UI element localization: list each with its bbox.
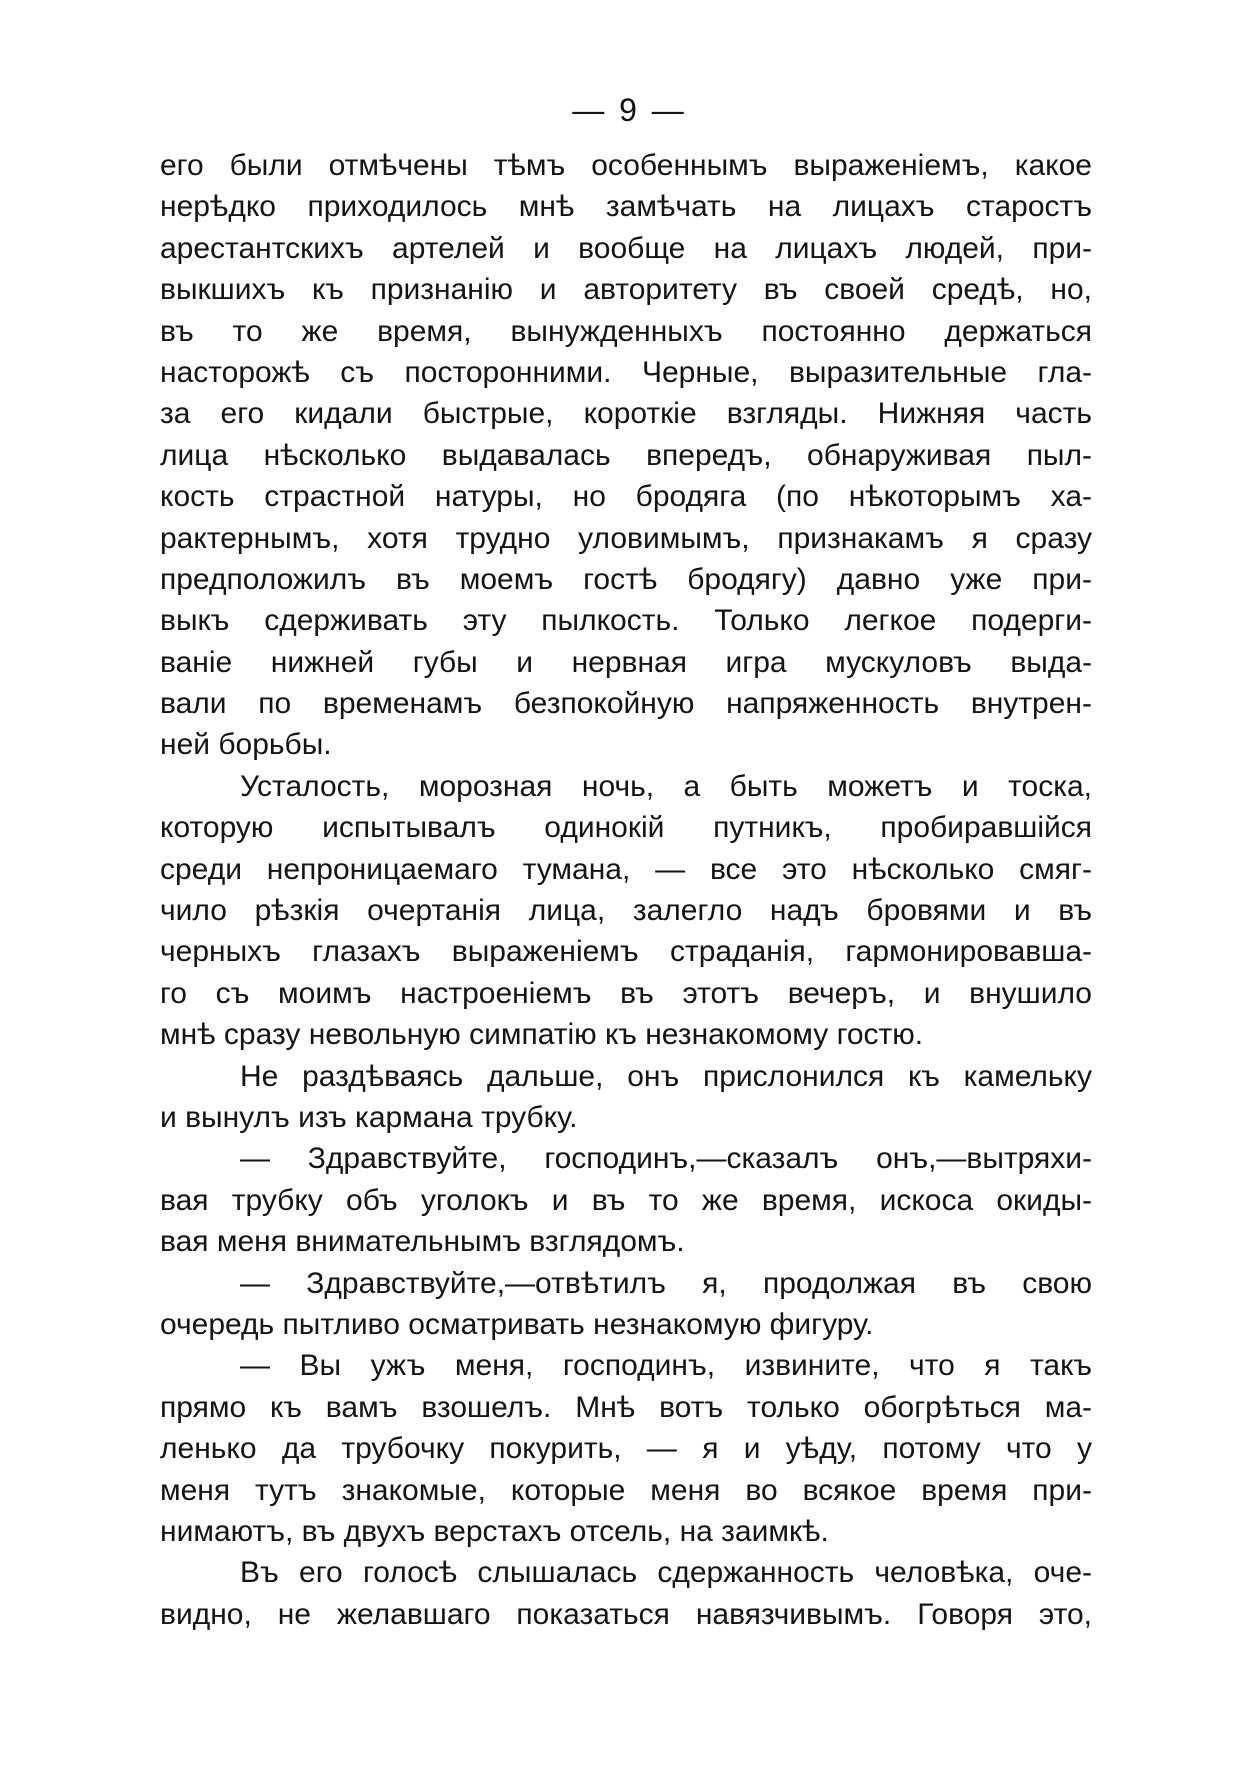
text-line: арестантскихъ артелей и вообще на лицахъ людей, при- bbox=[160, 231, 1092, 265]
text-line: Усталость, морозная ночь, а быть можетъ и тоска, bbox=[240, 769, 1092, 803]
text-line: вая меня внимательнымъ взглядомъ. bbox=[160, 1225, 685, 1259]
text-line: среди непроницаемаго тумана, — все это нѣсколько смяг- bbox=[160, 852, 1092, 886]
body-text bbox=[160, 145, 1092, 1635]
text-line: нимаютъ, въ двухъ верстахъ отсель, на заимкѣ. bbox=[160, 1514, 829, 1548]
text-line: ней борьбы. bbox=[160, 728, 332, 762]
text-line: го съ моимъ настроеніемъ въ этотъ вечеръ, и внушило bbox=[160, 976, 1092, 1010]
text-line: которую испытывалъ одинокій путникъ, пробиравшійся bbox=[160, 811, 1092, 845]
text-line: прямо къ вамъ взошелъ. Мнѣ вотъ только обогрѣться ма- bbox=[160, 1390, 1092, 1424]
text-line: и вынулъ изъ кармана трубку. bbox=[160, 1100, 578, 1134]
text-line: предположилъ въ моемъ гостѣ бродягу) давно уже при- bbox=[160, 562, 1092, 596]
text-line: чило рѣзкія очертанія лица, залегло надъ бровями и въ bbox=[160, 894, 1092, 928]
text-line: выкшихъ къ признанію и авторитету въ своей средѣ, но, bbox=[160, 273, 1092, 307]
text-line: видно, не желавшаго показаться навязчивымъ. Говоря это, bbox=[160, 1597, 1092, 1631]
text-line: ленько да трубочку покурить, — я и уѣду, потому что у bbox=[160, 1432, 1092, 1466]
page-number: — 9 — bbox=[572, 92, 687, 128]
text-line: мнѣ сразу невольную симпатію къ незнакомому гостю. bbox=[160, 1018, 924, 1052]
text-line: кость страстной натуры, но бродяга (по нѣкоторымъ ха- bbox=[160, 480, 1092, 514]
text-line: — Здравствуйте,—отвѣтилъ я, продолжая въ свою bbox=[240, 1266, 1092, 1300]
text-line: рактернымъ, хотя трудно уловимымъ, признакамъ я сразу bbox=[160, 521, 1092, 555]
text-line: выкъ сдерживать эту пылкость. Только легкое подерги- bbox=[160, 604, 1092, 638]
text-line: лица нѣсколько выдавалась впередъ, обнаруживая пыл- bbox=[160, 438, 1092, 472]
text-line: очередь пытливо осматривать незнакомую фигуру. bbox=[160, 1307, 874, 1341]
text-line: Не раздѣваясь дальше, онъ прислонился къ камельку bbox=[240, 1059, 1092, 1093]
text-line: вая трубку объ уголокъ и въ то же время, искоса окиды- bbox=[160, 1183, 1092, 1217]
text-line: въ то же время, вынужденныхъ постоянно держаться bbox=[160, 314, 1092, 348]
text-line: черныхъ глазахъ выраженіемъ страданія, гармонировавша- bbox=[160, 935, 1092, 969]
text-line: — Вы ужъ меня, господинъ, извините, что я такъ bbox=[240, 1349, 1092, 1383]
text-line: нерѣдко приходилось мнѣ замѣчать на лицахъ старостъ bbox=[160, 190, 1092, 224]
text-line: Въ его голосѣ слышалась сдержанность человѣка, оче- bbox=[240, 1556, 1092, 1590]
text-line: ваніе нижней губы и нервная игра мускуловъ выда- bbox=[160, 645, 1092, 679]
text-line: меня тутъ знакомые, которые меня во всякое время при- bbox=[160, 1473, 1092, 1507]
text-line: за его кидали быстрые, короткіе взгляды. Нижняя часть bbox=[160, 397, 1092, 431]
text-line: его были отмѣчены тѣмъ особеннымъ выраженіемъ, какое bbox=[160, 149, 1092, 182]
text-line: вали по временамъ безпокойную напряженность внутрен- bbox=[160, 687, 1092, 721]
text-line: — Здравствуйте, господинъ,—сказалъ онъ,—вытряхи- bbox=[240, 1142, 1092, 1176]
text-line: насторожѣ съ посторонними. Черные, выразительные гла- bbox=[160, 355, 1092, 389]
